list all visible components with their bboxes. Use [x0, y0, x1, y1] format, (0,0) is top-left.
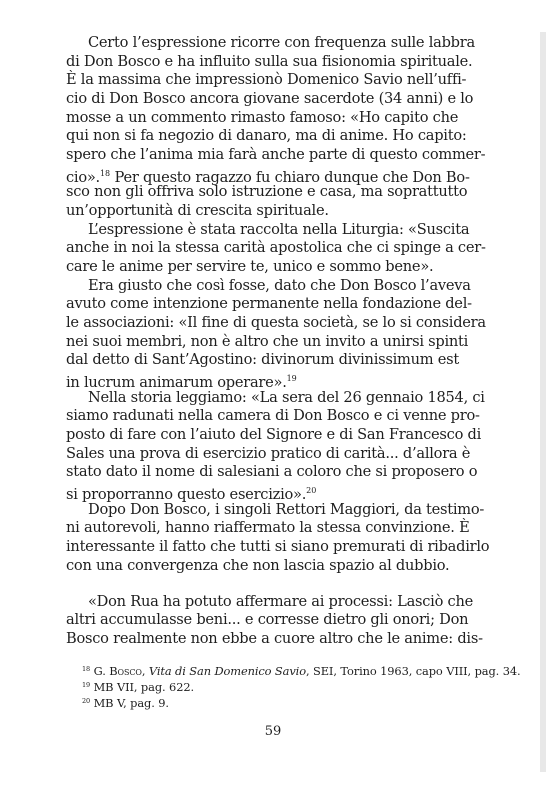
footnote-title: Vita di San Domenico Savio — [148, 664, 306, 678]
text-line: con una convergenza che non lascia spazio al dubbio. — [66, 556, 450, 574]
text-span: si proporranno questo esercizio». — [66, 486, 307, 504]
footnote-text: , SEI, Torino 1963, capo VIII, pag. 34. — [305, 664, 521, 678]
text-line: stato dato il nome di salesiani a coloro che si proposero o — [66, 463, 478, 481]
text-line: un’opportunità di crescita spirituale. — [66, 202, 329, 220]
text-line: avuto come intenzione permanente nella fondazione del- — [66, 295, 472, 313]
text-line: dal detto di Sant’Agostino: divinorum divinissimum est — [66, 351, 459, 369]
footnote-number: 20 — [82, 697, 91, 705]
footnote-19 — [82, 678, 462, 695]
text-line: qui non si fa negozio di danaro, ma di anime. Ho capito: — [66, 127, 467, 145]
text-line: altri accumulasse beni... e corresse dietro gli onori; Don — [66, 611, 469, 629]
text-line: spero che l’anima mia farà anche parte di questo commer- — [66, 146, 486, 164]
footnote-number: 18 — [82, 665, 91, 673]
text-span: cio». — [66, 168, 100, 186]
text-line: posto di fare con l’aiuto del Signore e di San Francesco di — [66, 426, 482, 444]
text-line: di Don Bosco e ha influito sulla sua fisionomia spirituale. — [66, 52, 473, 70]
footnote-text: MB V, pag. 9. — [93, 696, 169, 710]
footnote-number: 19 — [82, 681, 91, 689]
footnote-ref-18[interactable]: 18 — [99, 168, 111, 178]
scan-edge — [540, 32, 546, 772]
footnote-ref-20[interactable]: 20 — [306, 486, 317, 496]
text-line: anche in noi la stessa carità apostolica che ci spinge a cer- — [66, 239, 486, 257]
text-line: Era giusto che così fosse, dato che Don Bosco l’aveva — [88, 276, 471, 294]
footnote-text: MB VII, pag. 622. — [93, 680, 195, 694]
text-line: È la massima che impressionò Domenico Savio nell’uffi- — [66, 71, 467, 89]
text-line: Nella storia leggiamo: «La sera del 26 gennaio 1854, ci — [88, 388, 485, 406]
text-line: sco non gli offriva solo istruzione e casa, ma soprattutto — [66, 183, 468, 201]
text-line: care le anime per servire te, unico e sommo bene». — [66, 258, 434, 276]
footnote-ref-19[interactable]: 19 — [286, 374, 297, 384]
text-line: Certo l’espressione ricorre con frequenza sulle labbra — [88, 34, 475, 51]
text-line: nei suoi membri, non è altro che un invito a unirsi spinti — [66, 332, 469, 350]
text-line: le associazioni: «Il fine di questa società, se lo si considera — [66, 314, 486, 332]
page-number: 59 — [264, 724, 282, 739]
footnote-author: Bosco — [109, 664, 142, 678]
text-line: interessante il fatto che tutti si siano premurati di ribadirlo — [66, 538, 490, 556]
footnote-18: $^{18}$ G. Bosco, Vita di San Domenico Savio, SEI, Torino 1963, capo VIII, pag. 34. — [82, 664, 521, 678]
text-line: «Don Rua ha potuto affermare ai processi: Lasciò che — [88, 592, 473, 610]
text-line: Sales una prova di esercizio pratico di carità... d’allora è — [66, 444, 471, 462]
text-span: in lucrum animarum operare». — [66, 374, 287, 392]
text-line: ni autorevoli, hanno riaffermato la stessa convinzione. È — [66, 519, 470, 537]
text-line: Dopo Don Bosco, i singoli Rettori Maggiori, da testimo- — [88, 500, 485, 518]
footnote-text: G. — [93, 664, 110, 678]
text-line: Bosco realmente non ebbe a cuore altro che le anime: dis- — [66, 630, 483, 647]
text-line: siamo radunati nella camera di Don Bosco e ci venne pro- — [66, 407, 480, 425]
text-line: cio di Don Bosco ancora giovane sacerdote (34 anni) e lo — [66, 90, 474, 108]
footnote-20 — [82, 694, 462, 711]
text-line: mosse a un commento rimasto famoso: «Ho capito che — [66, 108, 459, 126]
text-span: Per questo ragazzo fu chiaro dunque che Don Bo- — [110, 168, 470, 186]
text-line: L’espressione è stata raccolta nella Liturgia: «Suscita — [88, 220, 470, 238]
